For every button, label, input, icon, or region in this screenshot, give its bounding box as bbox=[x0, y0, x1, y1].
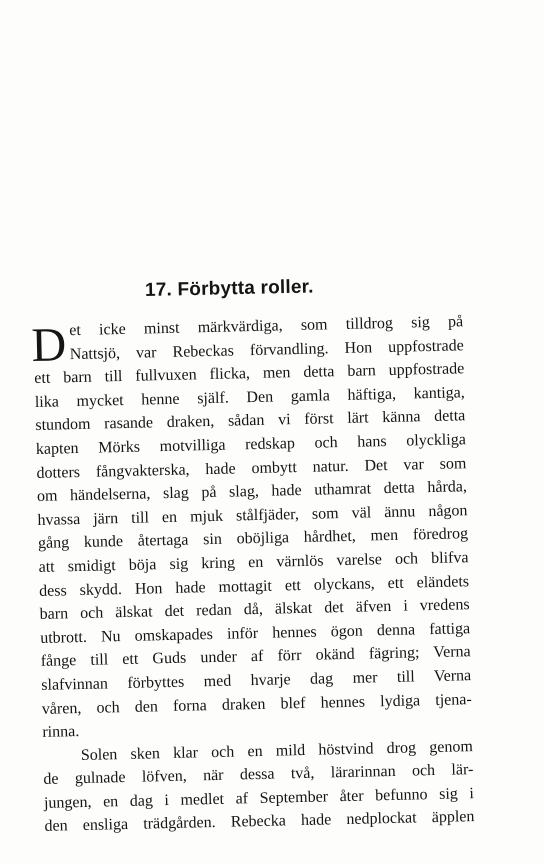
text-line: att smidigt böja sig kring en värnlös varelse och blifva bbox=[38, 549, 469, 576]
text-line: Solen sken klar och en mild höstvind drog genom bbox=[80, 737, 473, 764]
text-line: den ensliga trädgården. Rebecka hade nedplockat äpplen bbox=[44, 808, 475, 836]
text-line: rinna. bbox=[42, 723, 80, 741]
text-line: fånge till ett Guds under af förr okänd fägring; Verna bbox=[40, 643, 471, 671]
text-line: dotters fångvakterska, hade ombytt natur. Det var som bbox=[36, 454, 467, 482]
text-line: slafvinnan förbyttes med hvarje dag mer till Verna bbox=[41, 667, 472, 694]
text-line: hvassa järn till en mjuk stålfjäder, som väl ännu någon bbox=[37, 501, 468, 529]
text-line: våren, och den forna draken blef hennes lydiga tjena- bbox=[41, 690, 472, 718]
text-line: lika mycket henne själf. Den gamla häftiga, kantiga, bbox=[34, 384, 465, 411]
body-text bbox=[30, 310, 475, 839]
text-line: barn och älskat det redan då, älskat det äfven i vredens bbox=[39, 596, 470, 624]
text-line: om händelserna, slag på slag, hade uthamrat detta hårda, bbox=[36, 478, 468, 506]
text-line: stundom rasande draken, sådan vi först lärt känna detta bbox=[35, 407, 466, 435]
drop-cap-letter: D bbox=[30, 318, 67, 373]
text-line: dess skydd. Hon hade mottagit ett olyckans, ett eländets bbox=[38, 572, 470, 600]
text-line: et icke minst märkvärdiga, som tilldrog sig på bbox=[69, 313, 464, 340]
text-line: jungen, en dag i medlet af September åter befunno sig i bbox=[43, 784, 475, 812]
text-line: Nattsjö, var Rebeckas förvandling. Hon uppfostrade bbox=[69, 336, 464, 363]
text-line: kapten Mörks motvilliga redskap och hans olyckliga bbox=[35, 431, 467, 458]
text-line: gång kunde återtaga sin oböjliga hårdhet, men föredrog bbox=[37, 525, 469, 553]
chapter-title: 17. Förbytta roller. bbox=[144, 276, 314, 301]
text-line: de gulnade löfven, när dessa två, lärarinnan och lär- bbox=[43, 761, 474, 789]
text-line: ett barn till fullvuxen flicka, men detta barn uppfostrade bbox=[34, 360, 465, 388]
text-line: utbrott. Nu omskapades inför hennes ögon denna fattiga bbox=[40, 619, 471, 647]
